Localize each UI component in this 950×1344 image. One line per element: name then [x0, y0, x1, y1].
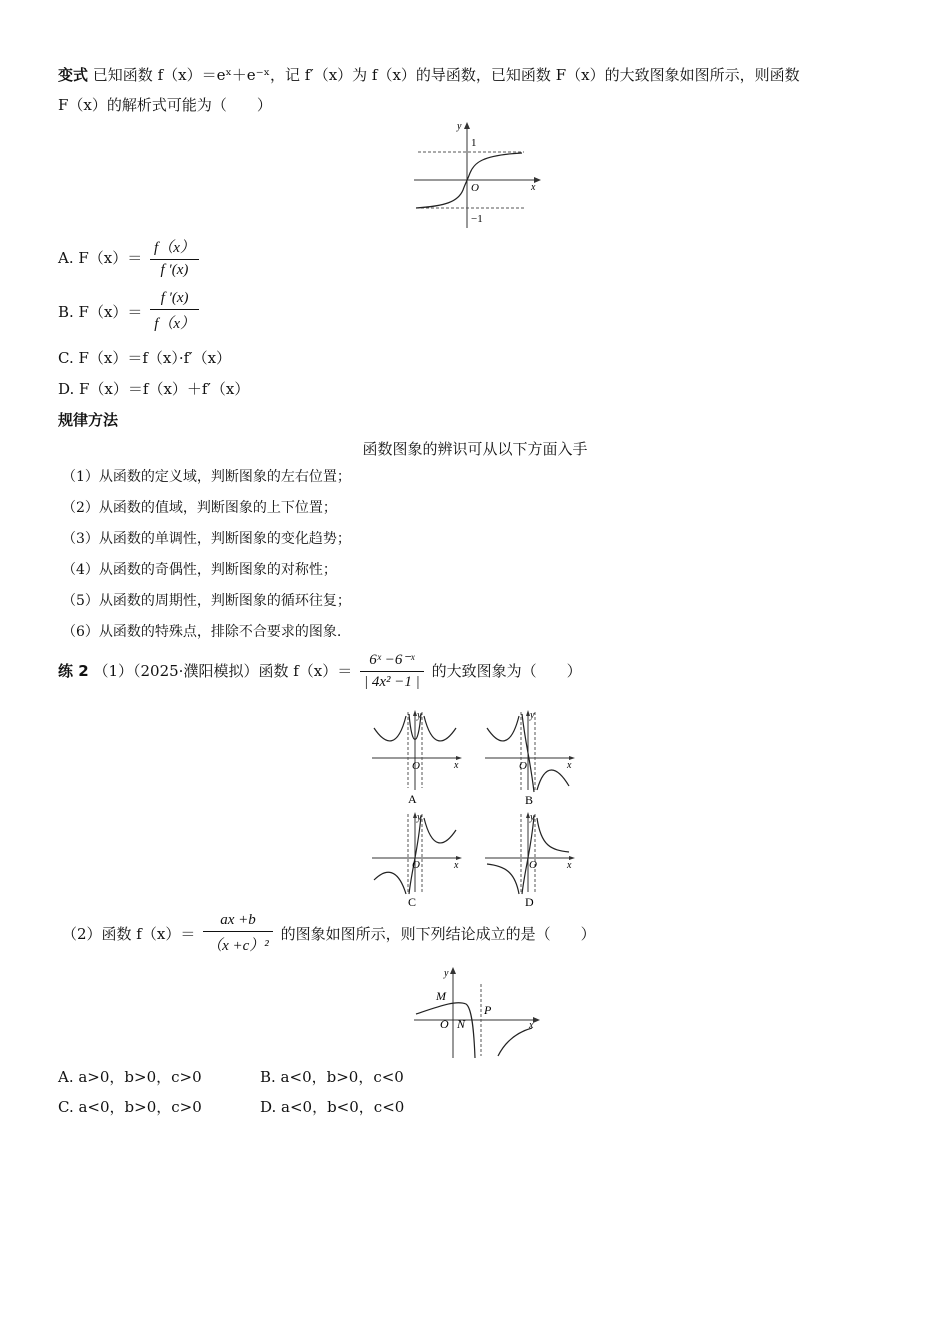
q2-option-a: A. a>0，b>0，c>0 [58, 1068, 202, 1086]
q2-option-b: B. a<0，b>0，c<0 [260, 1068, 404, 1086]
method-item-3: （3）从函数的单调性，判断图象的变化趋势； [62, 531, 351, 547]
q1-suffix: 的大致图象为（ ） [431, 662, 582, 680]
variant-graph [410, 118, 545, 230]
tick-one: 1 [471, 137, 477, 149]
variant-text-1: 已知函数 f（x）＝eˣ＋e⁻ˣ，记 f′（x）为 f（x）的导函数，已知函数 F（x）的大致图象如图所示，则函数 [92, 66, 800, 84]
variant-line-1 [58, 64, 800, 85]
option-c: C. F（x）＝f（x）·f′（x） [58, 349, 232, 367]
point-p-label: P [484, 1003, 492, 1017]
y-label: y [444, 968, 449, 979]
practice-q1 [58, 650, 582, 691]
curve-right [498, 1028, 532, 1056]
q1-fraction [360, 650, 424, 691]
y-label: y [417, 710, 422, 721]
curve-right [424, 818, 456, 843]
variant-tag: 变式 [58, 66, 89, 84]
y-arrow [450, 967, 456, 974]
option-b-den: f（x） [154, 316, 196, 332]
option-a-prefix: A. F（x）＝ [58, 249, 143, 267]
graph-a [370, 708, 465, 808]
q2-option-d: D. a<0，b<0，c<0 [260, 1098, 405, 1116]
curve-left [374, 872, 406, 894]
y-label: y [530, 710, 535, 721]
q2-den: （x +c）² [207, 938, 269, 954]
option-a-fraction [150, 236, 199, 279]
x-label: x [454, 860, 459, 871]
curve-left [487, 864, 519, 894]
origin-label: O [412, 859, 420, 871]
curve-right [424, 716, 456, 741]
q2-fraction [203, 912, 273, 955]
method-item-5: （5）从函数的周期性，判断图象的循环往复； [62, 593, 351, 609]
origin-label: O [440, 1017, 449, 1031]
x-arrow [533, 1017, 540, 1023]
option-a-den: f ′(x) [160, 262, 189, 278]
method-item-6: （6）从函数的特殊点，排除不合要求的图象. [62, 624, 342, 640]
practice-q2 [62, 912, 596, 955]
graph-letter-b: B [525, 793, 534, 807]
q2-option-c: C. a<0，b>0，c>0 [58, 1098, 202, 1116]
q1-prefix: （1）（2025·濮阳模拟）函数 f（x）＝ [93, 662, 353, 680]
variant-line-2: F（x）的解析式可能为（ ） [58, 96, 272, 114]
option-b-num: f ′(x) [150, 290, 199, 310]
option-a [58, 236, 202, 279]
origin-label: O [412, 760, 420, 772]
graph-c [370, 810, 465, 910]
graph-letter-a: A [408, 792, 417, 806]
curve-right [537, 818, 569, 852]
y-label: y [457, 121, 462, 132]
q2-graph [410, 962, 545, 1060]
q2-prefix: （2）函数 f（x）＝ [62, 925, 196, 943]
curve-left [487, 716, 519, 741]
curve-right [537, 770, 569, 790]
x-label: x [567, 760, 572, 771]
option-d: D. F（x）＝f（x）＋f′（x） [58, 380, 250, 398]
y-label: y [530, 812, 535, 823]
x-label: x [529, 1020, 534, 1031]
curve-left [374, 716, 406, 741]
graph-letter-d: D [525, 895, 534, 909]
practice-tag: 练 2 [58, 662, 89, 680]
graph-b [483, 708, 578, 808]
option-b [58, 290, 202, 333]
q1-den: | 4x² −1 | [364, 674, 420, 690]
x-label: x [567, 860, 572, 871]
origin-label: O [519, 760, 527, 772]
q2-suffix: 的图象如图所示，则下列结论成立的是（ ） [280, 925, 596, 943]
y-label: y [417, 812, 422, 823]
method-item-4: （4）从函数的奇偶性，判断图象的对称性； [62, 562, 337, 578]
q2-num: ax +b [203, 912, 273, 932]
point-n-label: N [457, 1017, 466, 1031]
option-a-num: f（x） [150, 236, 199, 260]
origin-label: O [471, 182, 479, 194]
method-item-1: （1）从函数的定义域，判断图象的左右位置； [62, 469, 351, 485]
x-label: x [454, 760, 459, 771]
origin-label: O [529, 859, 537, 871]
point-m-label: M [436, 989, 446, 1003]
x-label: x [531, 182, 536, 193]
method-heading: 规律方法 [58, 411, 119, 429]
graph-letter-c: C [408, 895, 417, 909]
y-arrow [464, 122, 470, 129]
tick-neg-one: −1 [471, 213, 483, 225]
graph-d [483, 810, 578, 910]
method-title: 函数图象的辨识可从以下方面入手 [362, 440, 588, 458]
method-item-2: （2）从函数的值域，判断图象的上下位置； [62, 500, 337, 516]
option-b-prefix: B. F（x）＝ [58, 303, 143, 321]
q1-num: 6ˣ −6⁻ˣ [360, 650, 424, 672]
option-b-fraction [150, 290, 199, 333]
